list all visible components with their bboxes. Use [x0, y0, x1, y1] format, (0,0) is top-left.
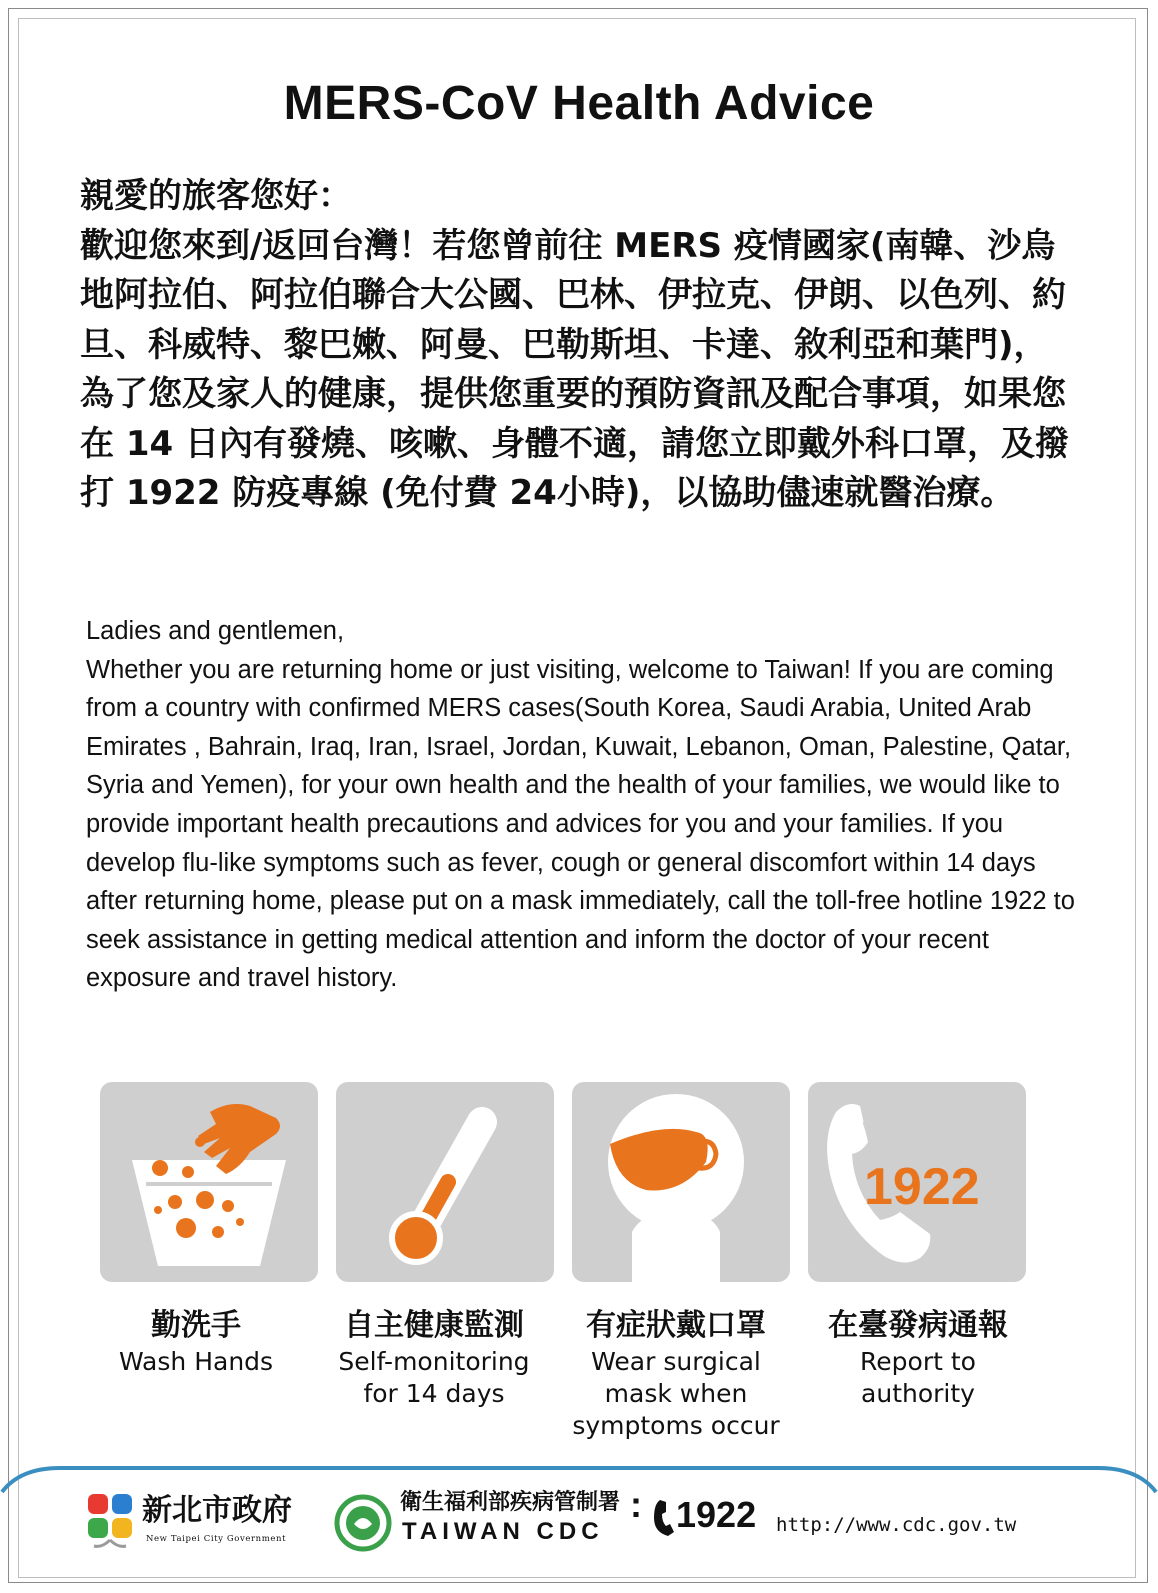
english-body: Whether you are returning home or just visiting, welcome to Taiwan! If you are coming from a country with confirmed MERS cases(South Korea, Saudi Arabia, United Arab Emirates , Bahrain, Iraq, Iran, Israel, Jordan, Kuwait, Lebanon, Oman, Palestine, Qatar, Syria and Yemen), for your own health and the health of your families, we would like to provide important health precautions and advices for you and your families. If you develop flu-like symptoms such as fever, cough or general discomfort within 14 days after returning home, please put on a mask immediately, call the toll-free hotline 1922 to seek assistance in getting medical attention and inform the doctor of your recent exposure and travel history. [86, 655, 1075, 993]
ntpc-subtitle: New Taipei City Government [146, 1534, 287, 1544]
face-mask-icon [572, 1082, 790, 1282]
chinese-greeting: 親愛的旅客您好： [80, 176, 352, 216]
advice-caption-monitor [314, 1306, 554, 1410]
phone-tile-number: 1922 [864, 1158, 980, 1216]
advice-title: 有症狀戴口罩 [586, 1308, 766, 1343]
advice-subtitle: Self-monitoring for 14 days [338, 1347, 530, 1408]
wash-hands-tile [100, 1082, 318, 1282]
advice-icons-row [100, 1082, 1048, 1282]
english-greeting: Ladies and gentlemen, [86, 617, 345, 645]
advice-subtitle: Wash Hands [118, 1347, 274, 1376]
telephone-tile [808, 1082, 1026, 1282]
cdc-name-chinese: 衛生福利部疾病管制署 [400, 1490, 621, 1515]
advice-subtitle: Report to authority [860, 1347, 976, 1408]
advice-title: 勤洗手 [151, 1308, 241, 1343]
phone-icon [652, 1498, 678, 1538]
ntpc-name: 新北市政府 [142, 1493, 292, 1528]
hotline-block [652, 1490, 762, 1560]
footer-separator: : [630, 1484, 642, 1525]
advice-caption-mask [556, 1306, 796, 1442]
advice-caption-wash [76, 1306, 316, 1378]
thermometer-icon [336, 1082, 554, 1282]
thermometer-tile [336, 1082, 554, 1282]
chinese-body: 歡迎您來到/返回台灣！若您曾前往 MERS 疫情國家(南韓、沙烏地阿拉伯、阿拉伯聯合大公國、巴林、伊拉克、伊朗、以色列、約旦、科威特、黎巴嫩、阿曼、巴勒斯坦、卡達、敘利亞和葉門)，為了您及家人的健康，提供您重要的預防資訊及配合事項，如果您在 14 日內有發燒、咳嗽、身體不適，請您立即戴外科口罩，及撥打 1922 防疫專線 (免付費 24小時)，以協助儘速就醫治療。 [80, 225, 1069, 513]
advice-title: 自主健康監測 [344, 1308, 524, 1343]
cdc-emblem-icon [334, 1494, 392, 1552]
advice-title: 在臺發病通報 [828, 1308, 1008, 1343]
page-title: MERS-CoV Health Advice [283, 77, 875, 130]
face-mask-tile [572, 1082, 790, 1282]
english-message [86, 612, 1086, 998]
ntpc-emblem-icon [84, 1490, 136, 1554]
ntpc-logo [84, 1490, 324, 1560]
wash-hands-icon [100, 1082, 318, 1282]
advice-subtitle: Wear surgical mask when symptoms occur [572, 1347, 780, 1440]
advice-caption-report [798, 1306, 1038, 1410]
cdc-name-english: TAIWAN CDC [402, 1518, 604, 1545]
chinese-message [80, 172, 1080, 519]
telephone-icon [808, 1082, 1026, 1282]
cdc-logo [334, 1490, 634, 1560]
cdc-website-link[interactable]: http://www.cdc.gov.tw [776, 1514, 1017, 1536]
hotline-number: 1922 [676, 1494, 757, 1535]
